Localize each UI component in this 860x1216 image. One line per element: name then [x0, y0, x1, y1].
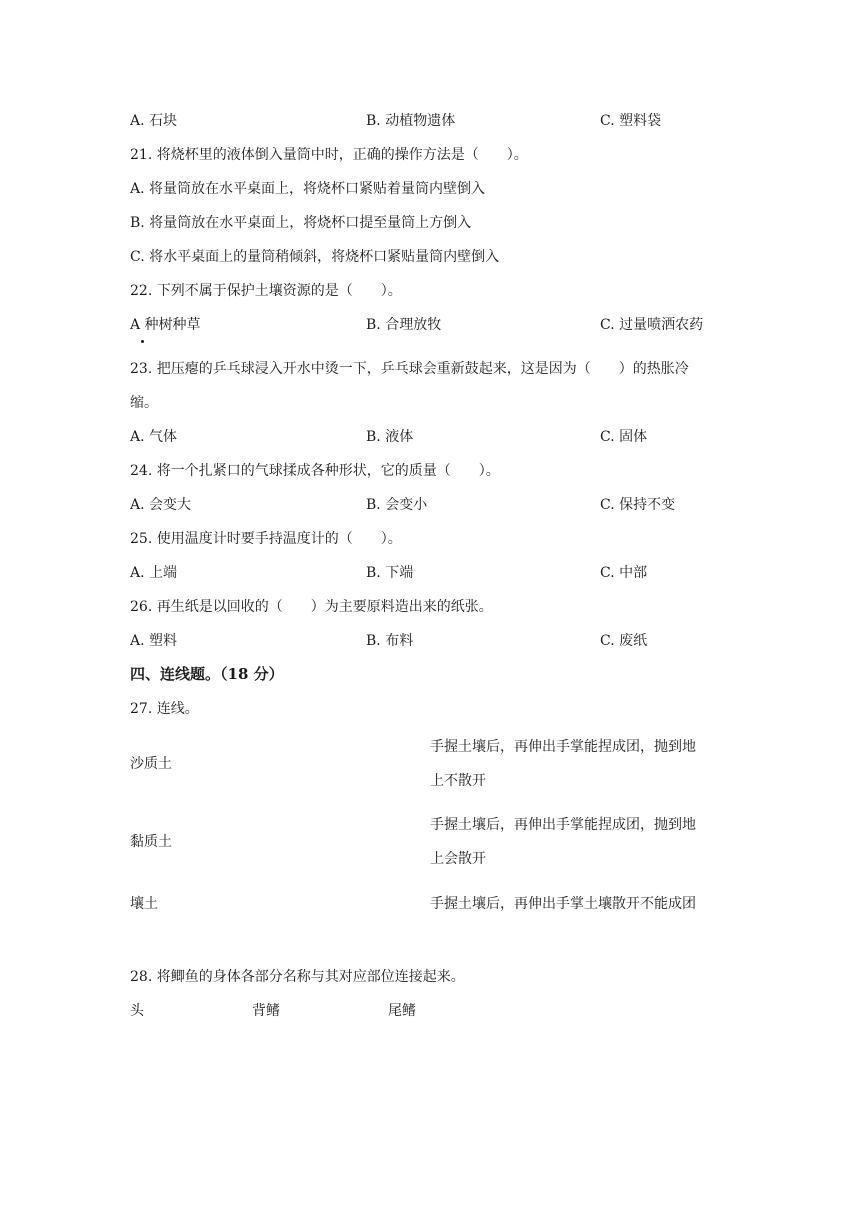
q26-option-b: B. 布料	[366, 633, 414, 649]
q27-right-item-cont: 上会散开	[430, 851, 486, 867]
q21-stem: 21. 将烧杯里的液体倒入量筒中时，正确的操作方法是（ ）。	[130, 147, 528, 163]
q25-option-a: A. 上端	[130, 565, 178, 581]
q27-right-item: 手握土壤后，再伸出手掌能捏成团，抛到地	[430, 739, 696, 755]
q20-option-c: C. 塑料袋	[600, 113, 662, 129]
q28-part-label: 尾鳍	[388, 1003, 416, 1019]
q23-stem-line1: 23. 把压瘪的乒乓球浸入开水中烫一下，乒乓球会重新鼓起来，这是因为（ ）的热胀冷	[130, 361, 689, 377]
q22-option-b: B. 合理放牧	[366, 317, 442, 333]
q26-option-a: A. 塑料	[130, 633, 178, 649]
q22-option-a: A 种树种草	[130, 317, 201, 333]
q21-option-a: A. 将量筒放在水平桌面上，将烧杯口紧贴着量筒内壁倒入	[130, 181, 486, 197]
q25-option-b: B. 下端	[366, 565, 414, 581]
q22-stem: 22. 下列不属于保护土壤资源的是（ ）。	[130, 283, 402, 299]
q24-option-b: B. 会变小	[366, 497, 428, 513]
q28-part-label: 背鳍	[252, 1003, 280, 1019]
q28-part-label: 头	[130, 1003, 144, 1019]
q27-stem: 27. 连线。	[130, 701, 199, 717]
emphasis-dot	[141, 340, 144, 343]
q28-stem: 28. 将鲫鱼的身体各部分名称与其对应部位连接起来。	[130, 969, 465, 985]
q22-option-c: C. 过量喷洒农药	[600, 317, 704, 333]
q27-right-item: 手握土壤后，再伸出手掌能捏成团，抛到地	[430, 817, 696, 833]
q21-option-b: B. 将量筒放在水平桌面上，将烧杯口提至量筒上方倒入	[130, 215, 472, 231]
q27-left-item: 黏质土	[130, 834, 172, 850]
q21-option-c: C. 将水平桌面上的量筒稍倾斜，将烧杯口紧贴量筒内壁倒入	[130, 249, 500, 265]
q23-option-c: C. 固体	[600, 429, 648, 445]
q27-right-item-cont: 上不散开	[430, 773, 486, 789]
q27-right-item: 手握土壤后，再伸出手掌土壤散开不能成团	[430, 896, 696, 912]
q26-option-c: C. 废纸	[600, 633, 648, 649]
q24-stem: 24. 将一个扎紧口的气球揉成各种形状，它的质量（ ）。	[130, 463, 500, 479]
q20-option-b: B. 动植物遗体	[366, 113, 456, 129]
q27-left-item: 壤土	[130, 896, 158, 912]
q24-option-c: C. 保持不变	[600, 497, 676, 513]
q24-option-a: A. 会变大	[130, 497, 192, 513]
q20-option-a: A. 石块	[130, 113, 178, 129]
section-heading: 四、连线题。（18 分）	[130, 665, 284, 683]
q25-stem: 25. 使用温度计时要手持温度计的（ ）。	[130, 531, 402, 547]
q23-stem-line2: 缩。	[130, 395, 158, 411]
q25-option-c: C. 中部	[600, 565, 648, 581]
q26-stem: 26. 再生纸是以回收的（ ）为主要原料造出来的纸张。	[130, 599, 493, 615]
q23-option-b: B. 液体	[366, 429, 414, 445]
q27-left-item: 沙质土	[130, 756, 172, 772]
q23-option-a: A. 气体	[130, 429, 178, 445]
